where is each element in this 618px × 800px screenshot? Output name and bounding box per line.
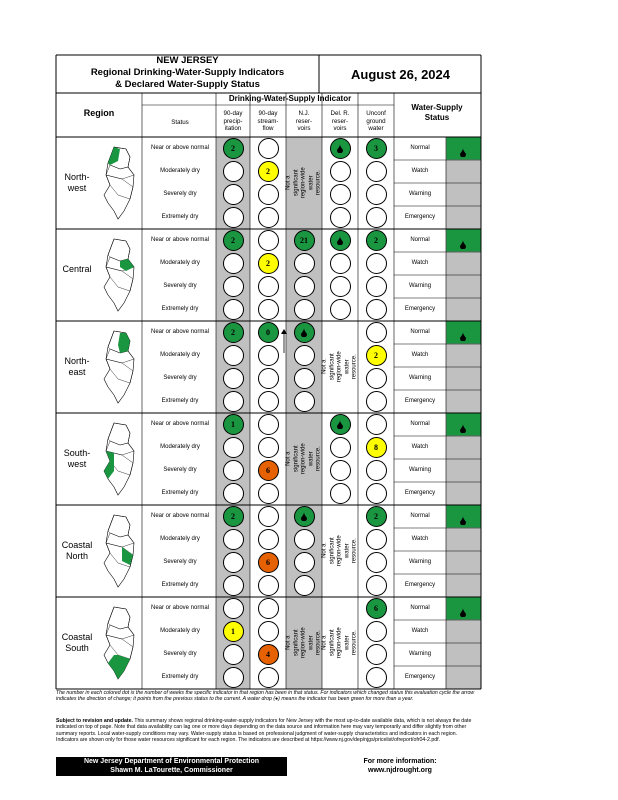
status-label: Severely dry (163, 190, 197, 197)
indicator-dot-stream (258, 437, 279, 458)
disclaimer-text: This summary shows regional drinking-water-supply indicators for New Jersey with the most up-to-date available data, which is not always the date indicated on top of page. Note that data availability can lag one or more days depending on the data source and information here may vary temporarily and differ slightly from other summary reports. Local water-supply conditions may vary. Water-supply status is based on professional judgment of water-supply characteristics and indicators in each region. Indicators are shown only for those water resources significant for each region. The indicators are described at https://www.nj.gov/dep/njgs/pricelist/ofreport/ofr04-2.pdf. (56, 718, 472, 744)
ws-header-line-1: Water-Supply (411, 103, 463, 112)
not-significant-note (286, 597, 322, 689)
indicator-dot-precip: 2 (223, 138, 244, 159)
indicator-dot-unconf: 3 (366, 138, 387, 159)
col-header-line: N.J. (298, 110, 310, 117)
footnote-legend: The number in each colored dot is the number of weeks the specific indicator in that region has been in that status. For indicators which changed status this evaluation cycle the arrow indicates the direction of change; it points from the previous status to the current. A water drop (●) means the indicator has been green for more than a year. (56, 690, 475, 703)
region-name (56, 448, 98, 470)
col-header-line: water (368, 125, 384, 132)
ws-status-label: Warning (408, 466, 432, 473)
more-info-label: For more information: (363, 758, 437, 765)
disclaimer-bold: Subject to revision and update. (56, 718, 133, 724)
ws-header-line-2: Status (424, 113, 450, 122)
indicator-dot-precip (223, 161, 244, 182)
not-significant-text: Not a significant region-wide water resource. (321, 627, 358, 659)
report-date: August 26, 2024 (351, 66, 450, 82)
status-label: Extremely dry (161, 581, 199, 588)
col-header-unconf (358, 110, 394, 133)
ws-status-label: Warning (408, 558, 432, 565)
region-name (56, 172, 98, 194)
indicator-dot-precip (223, 644, 244, 665)
indicator-dot-unconf (366, 184, 387, 205)
col-header-line: 90-day (258, 110, 278, 117)
indicator-dot-precip (223, 575, 244, 596)
col-header-stream (250, 110, 286, 133)
indicator-dot-unconf (366, 276, 387, 297)
ws-status-label: Warning (408, 650, 432, 657)
status-label: Near or above normal (150, 144, 210, 151)
indicator-dot-precip: 1 (223, 414, 244, 435)
water-drop-icon (330, 230, 351, 251)
not-significant-text: Not a significant region-wide water resource. (321, 535, 358, 567)
indicator-dot-stream (258, 598, 279, 619)
indicator-dot-unconf (366, 644, 387, 665)
indicator-dot-unconf (366, 161, 387, 182)
water-drop-icon (459, 420, 467, 429)
status-label: Extremely dry (161, 673, 199, 680)
indicator-group-header: Drinking-Water-Supply Indicator (228, 94, 352, 103)
col-header-line: voirs (297, 125, 311, 132)
region-name-line: South- (63, 448, 91, 458)
status-label: Severely dry (163, 650, 197, 657)
nj-region-map-icon (100, 421, 140, 497)
status-label: Near or above normal (150, 604, 210, 611)
department-box (56, 757, 287, 776)
status-label: Moderately dry (160, 443, 200, 450)
indicator-dot-nj (294, 391, 315, 412)
not-significant-text: Not a significant region-wide water resource. (285, 627, 322, 659)
indicator-dot-stream: 4 (258, 644, 279, 665)
indicator-dot-precip (223, 207, 244, 228)
not-significant-text: Not a significant region-wide water resource. (285, 443, 322, 475)
status-label: Severely dry (163, 466, 197, 473)
indicator-dot-unconf (366, 460, 387, 481)
indicator-dot-unconf (366, 575, 387, 596)
indicator-dot-stream (258, 276, 279, 297)
indicator-dot-stream (258, 414, 279, 435)
indicator-dot-stream: 6 (258, 460, 279, 481)
page-title (56, 55, 319, 93)
indicator-dot-nj (294, 575, 315, 596)
nj-region-map-icon (100, 145, 140, 221)
indicator-dot-nj (294, 276, 315, 297)
water-drop-icon (330, 414, 351, 435)
water-drop-icon (459, 604, 467, 613)
indicator-dot-precip: 2 (223, 322, 244, 343)
change-arrow-icon (281, 329, 287, 358)
indicator-dot-nj (294, 368, 315, 389)
indicator-dot-stream: 6 (258, 552, 279, 573)
indicator-dot-precip: 1 (223, 621, 244, 642)
region-name (56, 540, 98, 562)
indicator-dot-precip (223, 529, 244, 550)
status-label: Extremely dry (161, 397, 199, 404)
indicator-dot-nj (294, 529, 315, 550)
water-drop-icon (459, 144, 467, 153)
ws-status-label: Warning (408, 374, 432, 381)
col-header-nj_res (286, 110, 322, 133)
region-name (56, 356, 98, 378)
ws-status-label: Watch (411, 443, 429, 450)
water-supply-status-header (394, 103, 480, 123)
title-line-3: & Declared Water-Supply Status (115, 79, 260, 90)
col-header-line: stream- (257, 117, 279, 125)
website-link[interactable]: www.njdrought.org (368, 767, 432, 774)
status-label: Severely dry (163, 282, 197, 289)
col-header-line: voirs (333, 125, 347, 132)
region-name-line: North- (64, 356, 90, 366)
indicator-dot-del (330, 483, 351, 504)
ws-status-label: Warning (408, 190, 432, 197)
status-label: Extremely dry (161, 213, 199, 220)
indicator-dot-precip (223, 368, 244, 389)
water-drop-icon (294, 322, 315, 343)
indicator-dot-unconf: 2 (366, 345, 387, 366)
ws-status-label: Watch (411, 535, 429, 542)
indicator-dot-del (330, 299, 351, 320)
indicator-dot-precip (223, 667, 244, 688)
indicator-dot-precip (223, 552, 244, 573)
status-label: Severely dry (163, 558, 197, 565)
indicator-dot-precip (223, 299, 244, 320)
indicator-dot-precip (223, 437, 244, 458)
not-significant-text: Not a significant region-wide water resource. (321, 351, 358, 383)
status-label: Near or above normal (150, 512, 210, 519)
title-line-2: Regional Drinking-Water-Supply Indicators (90, 67, 285, 78)
water-drop-icon (459, 512, 467, 521)
ws-status-label: Normal (410, 144, 430, 151)
indicator-dot-unconf (366, 529, 387, 550)
nj-region-map-icon (100, 329, 140, 405)
indicator-dot-stream (258, 667, 279, 688)
indicator-dot-del (330, 207, 351, 228)
col-header-del_res (322, 110, 358, 133)
not-significant-text: Not a significant region-wide water resource. (285, 167, 322, 199)
indicator-dot-precip: 2 (223, 230, 244, 251)
indicator-dot-del (330, 253, 351, 274)
title-line-1: NEW JERSEY (156, 55, 219, 66)
col-header-line: ground (366, 117, 386, 125)
more-info (350, 757, 450, 775)
indicator-dot-precip (223, 184, 244, 205)
status-label: Extremely dry (161, 305, 199, 312)
indicator-dot-nj (294, 552, 315, 573)
footnote-disclaimer (56, 718, 476, 744)
indicator-dot-precip: 2 (223, 506, 244, 527)
indicator-dot-stream (258, 345, 279, 366)
indicator-dot-unconf (366, 299, 387, 320)
region-name (56, 632, 98, 654)
water-drop-icon (294, 506, 315, 527)
indicator-dot-unconf: 6 (366, 598, 387, 619)
indicator-dot-stream (258, 368, 279, 389)
col-header-line: Unconf (366, 110, 386, 117)
indicator-dot-stream (258, 506, 279, 527)
col-header-line: itation (224, 125, 242, 132)
water-drop-icon (330, 138, 351, 159)
indicator-dot-nj (294, 345, 315, 366)
ws-status-label: Emergency (404, 489, 436, 496)
indicator-dot-unconf (366, 667, 387, 688)
status-header: Status (171, 119, 189, 126)
water-drop-icon (459, 236, 467, 245)
indicator-dot-unconf: 8 (366, 437, 387, 458)
indicator-dot-unconf: 2 (366, 230, 387, 251)
region-name-line: Coastal (61, 540, 93, 550)
ws-status-label: Normal (410, 512, 430, 519)
indicator-dot-unconf (366, 322, 387, 343)
col-header-line: flow (262, 125, 274, 132)
ws-status-label: Watch (411, 627, 429, 634)
region-header: Region (83, 108, 115, 118)
indicator-dot-stream (258, 207, 279, 228)
indicator-dot-del (330, 460, 351, 481)
ws-status-label: Normal (410, 236, 430, 243)
not-significant-note (322, 321, 358, 413)
ws-status-label: Warning (408, 282, 432, 289)
indicator-dot-unconf (366, 414, 387, 435)
nj-region-map-icon (100, 513, 140, 589)
indicator-dot-precip (223, 391, 244, 412)
region-name-line: Central (62, 264, 92, 274)
indicator-dot-del (330, 161, 351, 182)
status-label: Moderately dry (160, 259, 200, 266)
region-name-line: Coastal (61, 632, 93, 642)
indicator-dot-nj (294, 299, 315, 320)
status-label: Moderately dry (160, 351, 200, 358)
ws-status-label: Emergency (404, 673, 436, 680)
indicator-dot-stream (258, 299, 279, 320)
indicator-dot-del (330, 184, 351, 205)
indicator-dot-unconf (366, 253, 387, 274)
indicator-dot-precip (223, 345, 244, 366)
nj-region-map-icon (100, 237, 140, 313)
indicator-dot-unconf (366, 391, 387, 412)
indicator-dot-precip (223, 483, 244, 504)
region-name-line: South (65, 643, 89, 653)
indicator-dot-unconf (366, 621, 387, 642)
ws-status-label: Emergency (404, 305, 436, 312)
ws-status-label: Watch (411, 167, 429, 174)
region-name-line: east (68, 367, 86, 377)
status-label: Moderately dry (160, 627, 200, 634)
indicator-dot-stream (258, 621, 279, 642)
indicator-dot-del (330, 276, 351, 297)
not-significant-note (322, 505, 358, 597)
commissioner-name: Shawn M. LaTourette, Commissioner (110, 767, 233, 774)
not-significant-note (286, 137, 322, 229)
status-label: Severely dry (163, 374, 197, 381)
status-label: Moderately dry (160, 167, 200, 174)
indicator-dot-precip (223, 253, 244, 274)
indicator-dot-precip (223, 276, 244, 297)
status-label: Near or above normal (150, 328, 210, 335)
indicator-dot-unconf (366, 207, 387, 228)
indicator-dot-unconf: 2 (366, 506, 387, 527)
indicator-dot-stream: 2 (258, 161, 279, 182)
status-label: Near or above normal (150, 236, 210, 243)
indicator-dot-stream: 0 (258, 322, 279, 343)
indicator-dot-stream (258, 138, 279, 159)
ws-status-label: Watch (411, 351, 429, 358)
indicator-dot-nj (294, 253, 315, 274)
col-header-line: 90-day (223, 110, 243, 117)
region-name-line: North- (64, 172, 90, 182)
col-header-line: precip- (223, 117, 243, 125)
indicator-dot-unconf (366, 552, 387, 573)
ws-status-label: Normal (410, 420, 430, 427)
nj-region-map-icon (100, 605, 140, 681)
ws-status-label: Emergency (404, 581, 436, 588)
indicator-dot-stream (258, 184, 279, 205)
indicator-dot-stream: 2 (258, 253, 279, 274)
col-header-line: reser- (331, 117, 349, 125)
col-header-line: reser- (295, 117, 313, 125)
status-label: Near or above normal (150, 420, 210, 427)
region-name (56, 264, 98, 275)
region-name-line: North (65, 551, 88, 561)
region-name-line: west (67, 459, 87, 469)
indicator-dot-del (330, 437, 351, 458)
region-name-line: west (67, 183, 87, 193)
ws-status-label: Watch (411, 259, 429, 266)
indicator-dot-precip (223, 598, 244, 619)
ws-status-label: Emergency (404, 397, 436, 404)
indicator-dot-unconf (366, 483, 387, 504)
status-label: Extremely dry (161, 489, 199, 496)
indicator-dot-precip (223, 460, 244, 481)
indicator-dot-stream (258, 483, 279, 504)
indicator-dot-unconf (366, 368, 387, 389)
indicator-dot-nj: 21 (294, 230, 315, 251)
indicator-dot-stream (258, 391, 279, 412)
indicator-dot-stream (258, 230, 279, 251)
department-name: New Jersey Department of Environmental Protection (83, 758, 260, 765)
col-header-line: Del. R. (330, 110, 350, 117)
indicator-dot-stream (258, 529, 279, 550)
not-significant-note (286, 413, 322, 505)
col-header-precip (216, 110, 250, 133)
status-label: Moderately dry (160, 535, 200, 542)
ws-status-label: Normal (410, 328, 430, 335)
water-drop-icon (459, 328, 467, 337)
ws-status-label: Emergency (404, 213, 436, 220)
ws-status-label: Normal (410, 604, 430, 611)
indicator-dot-stream (258, 575, 279, 596)
not-significant-note (322, 597, 358, 689)
